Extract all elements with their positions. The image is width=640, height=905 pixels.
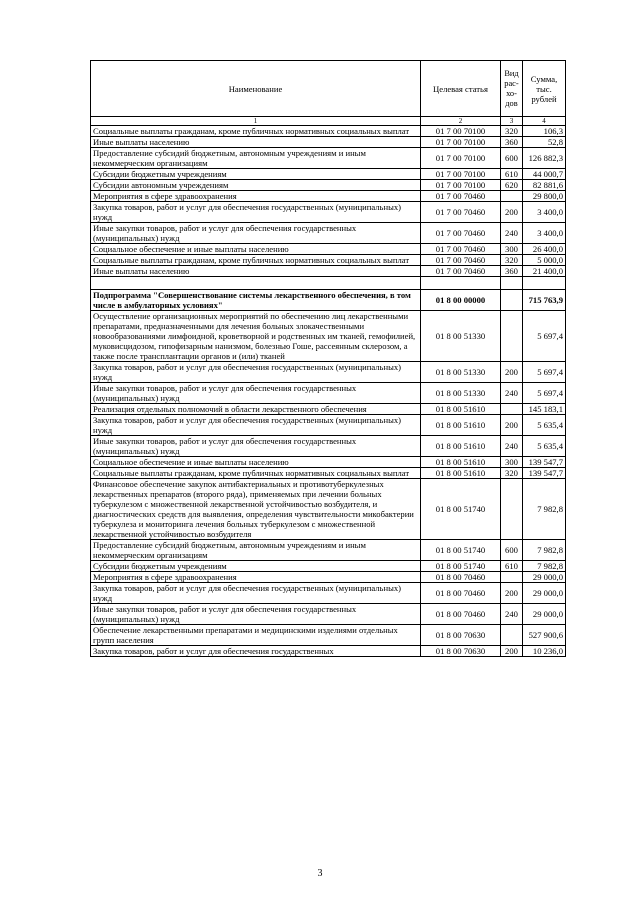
table-row	[91, 404, 566, 415]
cell-name: Социальное обеспечение и иные выплаты населению	[91, 244, 421, 255]
cell-sum: 7 982,8	[523, 479, 566, 540]
cell-expense-type	[501, 277, 523, 290]
cell-expense-type: 360	[501, 266, 523, 277]
cell-sum: 5 697,4	[523, 311, 566, 362]
cell-name: Иные закупки товаров, работ и услуг для обеспечения государственных (муниципальных) нужд	[91, 383, 421, 404]
cell-target-article: 01 7 00 70100	[421, 148, 501, 169]
cell-name: Социальные выплаты гражданам, кроме публичных нормативных социальных выплат	[91, 255, 421, 266]
cell-expense-type	[501, 404, 523, 415]
cell-expense-type: 610	[501, 169, 523, 180]
cell-target-article: 01 8 00 51330	[421, 383, 501, 404]
cell-expense-type: 200	[501, 583, 523, 604]
cell-sum: 5 697,4	[523, 362, 566, 383]
cell-sum: 139 547,7	[523, 468, 566, 479]
cell-expense-type: 320	[501, 255, 523, 266]
cell-sum: 3 400,0	[523, 202, 566, 223]
table-row	[91, 468, 566, 479]
cell-name	[91, 277, 421, 290]
cell-target-article: 01 8 00 70630	[421, 625, 501, 646]
header-sum: Сумма, тыс. рублей	[523, 61, 566, 117]
budget-table	[90, 60, 566, 657]
cell-expense-type: 600	[501, 148, 523, 169]
table-row	[91, 169, 566, 180]
cell-sum: 527 900,6	[523, 625, 566, 646]
table-row	[91, 383, 566, 404]
table-row	[91, 540, 566, 561]
cell-sum: 29 800,0	[523, 191, 566, 202]
cell-target-article: 01 8 00 51610	[421, 404, 501, 415]
cell-name: Социальное обеспечение и иные выплаты населению	[91, 457, 421, 468]
cell-target-article: 01 8 00 70460	[421, 583, 501, 604]
cell-expense-type: 200	[501, 415, 523, 436]
cell-name: Иные закупки товаров, работ и услуг для обеспечения государственных (муниципальных) нужд	[91, 436, 421, 457]
cell-target-article: 01 7 00 70100	[421, 126, 501, 137]
cell-name: Подпрограмма "Совершенствование системы лекарственного обеспечения, в том числе в амбулаторных условиях"	[91, 290, 421, 311]
page-number: 3	[317, 868, 323, 879]
table-row	[91, 604, 566, 625]
table-row	[91, 126, 566, 137]
table-body	[91, 126, 566, 657]
cell-name: Субсидии бюджетным учреждениям	[91, 561, 421, 572]
cell-name: Иные выплаты населению	[91, 137, 421, 148]
table-row	[91, 572, 566, 583]
table-row	[91, 625, 566, 646]
cell-name: Мероприятия в сфере здравоохранения	[91, 572, 421, 583]
cell-sum: 26 400,0	[523, 244, 566, 255]
table-row	[91, 311, 566, 362]
cell-expense-type: 320	[501, 468, 523, 479]
cell-name: Социальные выплаты гражданам, кроме публичных нормативных социальных выплат	[91, 468, 421, 479]
table-row	[91, 137, 566, 148]
cell-target-article: 01 7 00 70460	[421, 191, 501, 202]
header-expense-type: Вид рас-хо-дов	[501, 61, 523, 117]
cell-expense-type: 200	[501, 202, 523, 223]
table-row	[91, 583, 566, 604]
cell-target-article: 01 8 00 51740	[421, 479, 501, 540]
cell-target-article: 01 7 00 70460	[421, 202, 501, 223]
table-row	[91, 362, 566, 383]
table-row	[91, 415, 566, 436]
cell-name: Финансовое обеспечение закупок антибактериальных и противотуберкулезных лекарственных препаратов (второго ряда), применяемых при лечении больных туберкулезом с множественной лекарственной устойчивостью возбудителя, и диагностических средств для выявления, определения чувствительности микобактерии туберкулеза и мониторинга лечения больных туберкулезом с множественной лекарственной устойчивостью возбудителя	[91, 479, 421, 540]
cell-name: Субсидии бюджетным учреждениям	[91, 169, 421, 180]
cell-target-article: 01 7 00 70460	[421, 255, 501, 266]
column-index: 1	[91, 117, 421, 126]
header-name: Наименование	[91, 61, 421, 117]
column-index: 3	[501, 117, 523, 126]
cell-sum: 106,3	[523, 126, 566, 137]
cell-target-article: 01 7 00 70100	[421, 180, 501, 191]
cell-sum: 29 000,0	[523, 604, 566, 625]
cell-sum: 10 236,0	[523, 646, 566, 657]
cell-target-article: 01 8 00 51610	[421, 436, 501, 457]
cell-expense-type: 240	[501, 436, 523, 457]
cell-expense-type: 300	[501, 457, 523, 468]
table-header-row	[91, 61, 566, 117]
cell-name: Мероприятия в сфере здравоохранения	[91, 191, 421, 202]
cell-expense-type: 240	[501, 223, 523, 244]
cell-name: Закупка товаров, работ и услуг для обеспечения государственных (муниципальных) нужд	[91, 362, 421, 383]
cell-name: Реализация отдельных полномочий в области лекарственного обеспечения	[91, 404, 421, 415]
table-row	[91, 202, 566, 223]
cell-sum: 5 635,4	[523, 415, 566, 436]
cell-expense-type: 600	[501, 540, 523, 561]
cell-sum: 52,8	[523, 137, 566, 148]
cell-expense-type: 200	[501, 646, 523, 657]
cell-expense-type	[501, 479, 523, 540]
table-row	[91, 223, 566, 244]
cell-expense-type: 200	[501, 362, 523, 383]
cell-expense-type: 610	[501, 561, 523, 572]
cell-target-article: 01 7 00 70100	[421, 137, 501, 148]
cell-expense-type: 300	[501, 244, 523, 255]
cell-sum: 715 763,9	[523, 290, 566, 311]
column-index: 2	[421, 117, 501, 126]
cell-expense-type: 320	[501, 126, 523, 137]
cell-sum: 7 982,8	[523, 540, 566, 561]
cell-target-article: 01 8 00 70630	[421, 646, 501, 657]
cell-name: Закупка товаров, работ и услуг для обеспечения государственных	[91, 646, 421, 657]
column-index-row	[91, 117, 566, 126]
cell-target-article: 01 8 00 51740	[421, 540, 501, 561]
cell-target-article: 01 8 00 51740	[421, 561, 501, 572]
cell-name: Иные выплаты населению	[91, 266, 421, 277]
cell-target-article: 01 8 00 51330	[421, 362, 501, 383]
cell-sum: 3 400,0	[523, 223, 566, 244]
table-row	[91, 180, 566, 191]
table-row	[91, 191, 566, 202]
cell-target-article	[421, 277, 501, 290]
cell-name: Осуществление организационных мероприятий по обеспечению лиц лекарственными препаратами, предназначенными для лечения больных злокачественными новообразованиями лимфоидной, кроветворной и родственных им тканей, гемофилией, муковисцидозом, гипофизарным нанизмом, болезнью Гоше, рассеянным склерозом, а также после трансплантации органов и (или) тканей	[91, 311, 421, 362]
table-row	[91, 255, 566, 266]
cell-target-article: 01 8 00 51330	[421, 311, 501, 362]
cell-target-article: 01 8 00 51610	[421, 415, 501, 436]
cell-sum: 5 697,4	[523, 383, 566, 404]
cell-target-article: 01 7 00 70460	[421, 266, 501, 277]
cell-target-article: 01 8 00 51610	[421, 457, 501, 468]
cell-name: Субсидии автономным учреждениям	[91, 180, 421, 191]
cell-target-article: 01 7 00 70460	[421, 244, 501, 255]
table-row	[91, 561, 566, 572]
cell-target-article: 01 7 00 70100	[421, 169, 501, 180]
cell-name: Предоставление субсидий бюджетным, автономным учреждениям и иным некоммерческим организациям	[91, 540, 421, 561]
cell-sum: 139 547,7	[523, 457, 566, 468]
cell-expense-type	[501, 290, 523, 311]
cell-name: Закупка товаров, работ и услуг для обеспечения государственных (муниципальных) нужд	[91, 202, 421, 223]
cell-sum: 5 000,0	[523, 255, 566, 266]
table-row	[91, 436, 566, 457]
cell-expense-type	[501, 191, 523, 202]
cell-name: Закупка товаров, работ и услуг для обеспечения государственных (муниципальных) нужд	[91, 583, 421, 604]
cell-expense-type	[501, 625, 523, 646]
cell-target-article: 01 8 00 70460	[421, 604, 501, 625]
cell-sum	[523, 277, 566, 290]
cell-name: Иные закупки товаров, работ и услуг для обеспечения государственных (муниципальных) нужд	[91, 223, 421, 244]
table-row	[91, 244, 566, 255]
cell-sum: 145 183,1	[523, 404, 566, 415]
cell-sum: 82 881,6	[523, 180, 566, 191]
table-row	[91, 457, 566, 468]
table-row	[91, 148, 566, 169]
cell-name: Обеспечение лекарственными препаратами и медицинскими изделиями отдельных групп населения	[91, 625, 421, 646]
cell-name: Закупка товаров, работ и услуг для обеспечения государственных (муниципальных) нужд	[91, 415, 421, 436]
table-row	[91, 479, 566, 540]
cell-target-article: 01 8 00 70460	[421, 572, 501, 583]
column-index: 4	[523, 117, 566, 126]
cell-expense-type: 360	[501, 137, 523, 148]
cell-sum: 29 000,0	[523, 572, 566, 583]
cell-expense-type: 620	[501, 180, 523, 191]
cell-name: Социальные выплаты гражданам, кроме публичных нормативных социальных выплат	[91, 126, 421, 137]
cell-expense-type: 240	[501, 383, 523, 404]
subprogram-row	[91, 290, 566, 311]
cell-sum: 5 635,4	[523, 436, 566, 457]
table-row	[91, 266, 566, 277]
cell-expense-type: 240	[501, 604, 523, 625]
cell-expense-type	[501, 311, 523, 362]
table-spacer-row	[91, 277, 566, 290]
cell-expense-type	[501, 572, 523, 583]
cell-sum: 126 882,3	[523, 148, 566, 169]
header-target-article: Целевая статья	[421, 61, 501, 117]
cell-target-article: 01 8 00 51610	[421, 468, 501, 479]
cell-name: Иные закупки товаров, работ и услуг для обеспечения государственных (муниципальных) нужд	[91, 604, 421, 625]
cell-sum: 44 000,7	[523, 169, 566, 180]
cell-sum: 7 982,8	[523, 561, 566, 572]
table-row	[91, 646, 566, 657]
cell-sum: 21 400,0	[523, 266, 566, 277]
cell-target-article: 01 8 00 00000	[421, 290, 501, 311]
cell-target-article: 01 7 00 70460	[421, 223, 501, 244]
cell-sum: 29 000,0	[523, 583, 566, 604]
cell-name: Предоставление субсидий бюджетным, автономным учреждениям и иным некоммерческим организациям	[91, 148, 421, 169]
